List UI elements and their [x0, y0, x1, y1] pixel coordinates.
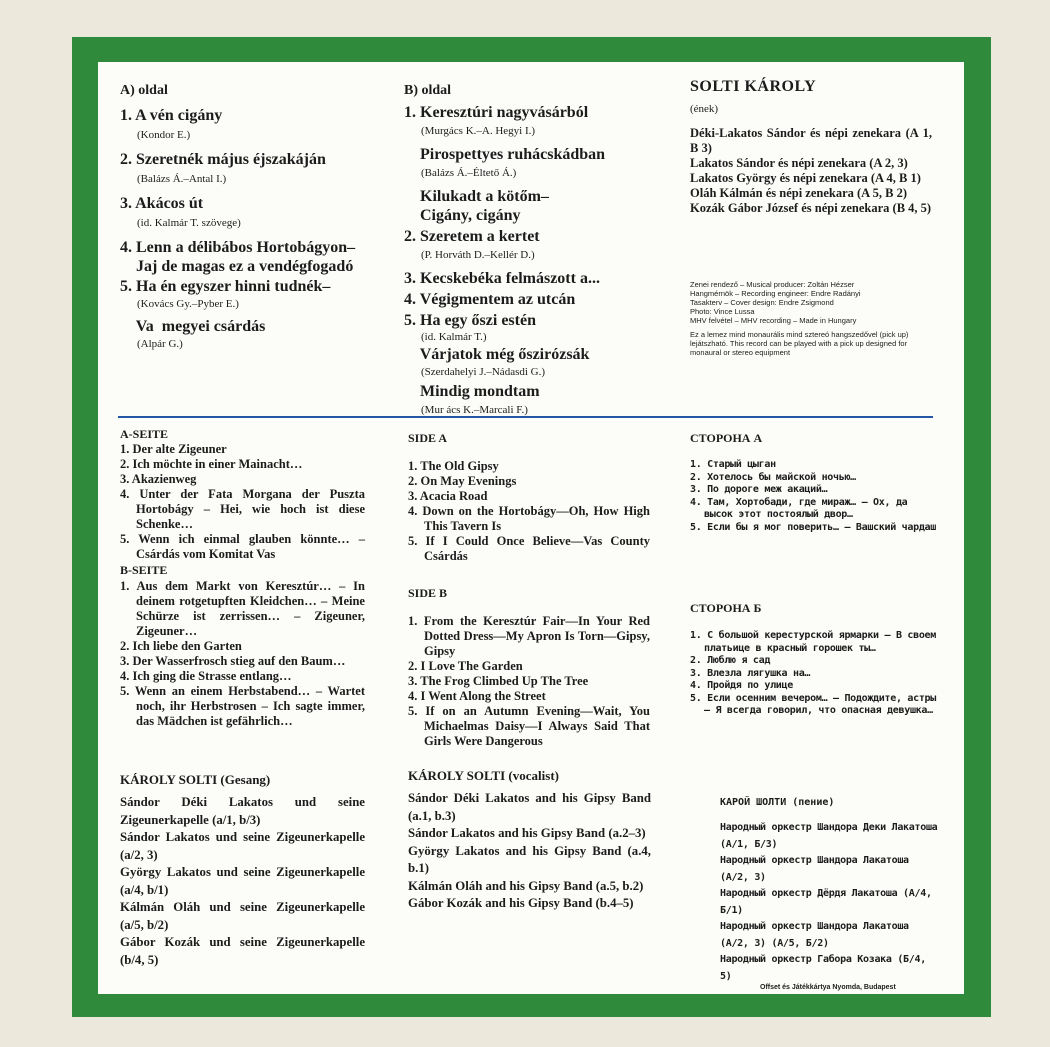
track: 4. Végigmentem az utcán [404, 291, 576, 308]
en-side-a-heading: SIDE A [408, 431, 448, 445]
hu-side-b-heading: B) oldal [404, 83, 452, 98]
performer: Народный оркестр Шандора Лакатоша (А/2, 3) [720, 855, 909, 883]
en-performers [408, 790, 651, 913]
ru-side-a-list [690, 459, 940, 534]
performer: Gábor Kozák und seine Zigeunerkapelle (b/4, 5) [120, 935, 365, 967]
list-item: 1. From the Keresztúr Fair—In Your Red Dotted Dress—My Apron Is Torn—Gipsy, Gipsy [408, 614, 650, 658]
list-item: 2. Ich möchte in einer Mainacht… [120, 457, 303, 471]
performer: Oláh Kálmán és népi zenekara (A 5, B 2) [690, 186, 908, 200]
list-item: 3. Влезла лягушка на… [690, 667, 811, 679]
list-item: 1. Der alte Zigeuner [120, 442, 227, 456]
playback-note: Ez a lemez mind monaurális mind sztereó hangszedővel (pick up) lejátszható. This record can be played with a pick up designed for monaural or stereo equipment [690, 330, 909, 357]
performer: Народный оркестр Габора Козака (Б/4, 5) [720, 954, 926, 982]
performer: György Lakatos und seine Zigeunerkapelle (a/4, b/1) [120, 865, 365, 897]
list-item: 2. I Love The Garden [408, 659, 523, 673]
hu-side-a-heading: A) oldal [120, 83, 168, 98]
printer-credit: Offset és Játékkártya Nyomda, Budapest [760, 984, 896, 991]
en-side-b-list [408, 614, 650, 749]
ru-side-b-list [690, 630, 940, 718]
en-side-a-list [408, 459, 650, 564]
list-item: 5. Если бы я мог поверить… — Вашский чардаш [690, 521, 936, 533]
list-item: 4. Unter der Fata Morgana der Puszta Hortobágy – Hei, wie hoch ist diese Schenke… [120, 487, 365, 531]
performer: Народный оркестр Шандора Деки Лакатоша (А/1, Б/3) [720, 822, 938, 850]
list-item: 5. Если осенним вечером… — Подождите, астры — Я всегда говорил, что опасная девушка… [690, 692, 936, 716]
ru-side-b-heading: СТОРОНА Б [690, 601, 762, 615]
divider [118, 416, 933, 418]
list-item: 3. Der Wasserfrosch stieg auf den Baum… [120, 654, 346, 668]
performer: Sándor Lakatos und seine Zigeunerkapelle (a/2, 3) [120, 830, 365, 862]
track: Mindig mondtam (Mur ács K.–Marcali F.) [404, 383, 540, 416]
performer: Kálmán Oláh und seine Zigeunerkapelle (a/5, b/2) [120, 900, 365, 932]
performer: Kálmán Oláh and his Gipsy Band (a.5, b.2) [408, 878, 644, 893]
list-item: 5. Wenn an einem Herbstabend… – Wartet noch, ihr Herbstrosen – Ich sagte immer, das Mädchen ist gefährlich… [120, 684, 365, 728]
production-credits: Zenei rendező – Musical producer: Zoltán Hézser Hangmérnök – Recording engineer: Endre Radányi Tasakterv – Cover design: Endre Zsigmond Photo: Vince Lussa MHV felvétel – MHV recording – Made in Hungary [690, 280, 861, 325]
list-item: 4. I Went Along the Street [408, 689, 546, 703]
track: 1. Keresztúri nagyvásárból (Murgács K.–A. Hegyi I.) [404, 104, 589, 137]
list-item: 3. The Frog Climbed Up The Tree [408, 674, 589, 688]
list-item: 4. Down on the Hortobágy—Oh, How High This Tavern Is [408, 504, 650, 533]
track: Pirospettyes ruhácskádban (Balázs Á.–Éltető Á.) [404, 146, 606, 179]
ru-performers [720, 820, 940, 985]
hu-artist-role: (ének) [690, 103, 719, 115]
de-side-a-list [120, 442, 365, 562]
track: 3. Akácos út (id. Kalmár T. szövege) [120, 195, 241, 229]
list-item: 4. Ich ging die Strasse entlang… [120, 669, 292, 683]
list-item: 2. On May Evenings [408, 474, 517, 488]
list-item: 2. Хотелось бы майской ночью… [690, 471, 856, 483]
hu-side-a-tracklist [120, 106, 390, 350]
track: Va megyei csárdás (Alpár G.) [120, 318, 266, 350]
de-side-a-heading: A-SEITE [120, 427, 169, 441]
performer: Народный оркестр Шандора Лакатоша (А/2, 3) (А/5, Б/2) [720, 921, 909, 949]
track: 2. Szeretem a kertet (P. Horváth D.–Kellér D.) [404, 228, 540, 261]
list-item: 1. С большой керестурской ярмарки — В своем платьице в красный горошек ты… [690, 630, 936, 654]
track: Kilukadt a kötőm– Cigány, cigány [420, 188, 549, 224]
list-item: 4. Там, Хортобади, где мираж… — Ох, да высок этот постоялый двор… [690, 496, 908, 520]
en-artist: KÁROLY SOLTI (vocalist) [408, 768, 559, 783]
ru-artist: КАРОЙ ШОЛТИ (пение) [720, 797, 835, 808]
performer: Lakatos György és népi zenekara (A 4, B 1) [690, 171, 921, 185]
performer: Kozák Gábor József és népi zenekara (B 4, 5) [690, 201, 932, 215]
performer: Sándor Lakatos and his Gipsy Band (a.2–3) [408, 826, 646, 840]
list-item: 4. Пройдя по улице [690, 680, 793, 691]
hu-artist-name: SOLTI KÁROLY [690, 78, 817, 95]
track: 2. Szeretnék május éjszakáján (Balázs Á.–Antal I.) [120, 151, 326, 185]
list-item: 1. The Old Gipsy [408, 459, 499, 473]
list-item: 2. Ich liebe den Garten [120, 639, 242, 653]
list-item: 2. Люблю я сад [690, 655, 771, 666]
list-item: 5. Wenn ich einmal glauben könnte… – Csárdás vom Komitat Vas [120, 532, 365, 561]
track: 5. Ha én egyszer hinni tudnék– (Kovács Gy.–Pyber E.) [120, 278, 331, 310]
en-side-b-heading: SIDE B [408, 586, 448, 600]
performer: Sándor Déki Lakatos and his Gipsy Band (a.1, b.3) [408, 791, 651, 823]
list-item: 3. Acacia Road [408, 489, 488, 503]
performer: Sándor Déki Lakatos und seine Zigeunerkapelle (a/1, b/3) [120, 795, 365, 827]
track: 3. Kecskebéka felmászott a... [404, 270, 600, 287]
list-item: 5. If I Could Once Believe—Vas County Csárdás [408, 534, 650, 563]
list-item: 1. Старый цыган [690, 459, 776, 470]
de-side-b-heading: B-SEITE [120, 563, 168, 577]
track: 1. A vén cigány (Kondor E.) [120, 107, 223, 141]
performer: Народный оркестр Дёрдя Лакатоша (А/4, Б/1) [720, 888, 932, 916]
performer: Déki-Lakatos Sándor és népi zenekara (A 1, B 3) [690, 126, 932, 155]
performer: Lakatos Sándor és népi zenekara (A 2, 3) [690, 156, 908, 170]
performer: Gábor Kozák and his Gipsy Band (b.4–5) [408, 896, 634, 910]
de-artist: KÁROLY SOLTI (Gesang) [120, 772, 271, 787]
hu-performers [690, 126, 932, 216]
de-side-b-list [120, 579, 365, 729]
hu-side-b-tracklist [404, 103, 674, 416]
track: 5. Ha egy őszi estén (id. Kalmár T.) [404, 312, 536, 343]
list-item: 3. По дороге меж акаций… [690, 484, 828, 495]
list-item: 3. Akazienweg [120, 472, 197, 486]
list-item: 5. If on an Autumn Evening—Wait, You Michaelmas Daisy—I Always Said That Girls Were Dangerous [408, 704, 650, 748]
ru-side-a-heading: СТОРОНА А [690, 431, 763, 445]
track: Várjatok még őszirózsák (Szerdahelyi J.–Nádasdi G.) [404, 346, 590, 378]
list-item: 1. Aus dem Markt von Keresztúr… – In deinem rotgetupften Kleidchen… – Meine Schürze ist zerrissen… – Zigeuner, Zigeuner… [120, 579, 365, 638]
performer: György Lakatos and his Gipsy Band (a.4, b.1) [408, 843, 651, 875]
de-performers [120, 794, 365, 969]
track: 4. Lenn a délibábos Hortobágyon– Jaj de magas ez a vendégfogadó [120, 239, 356, 275]
